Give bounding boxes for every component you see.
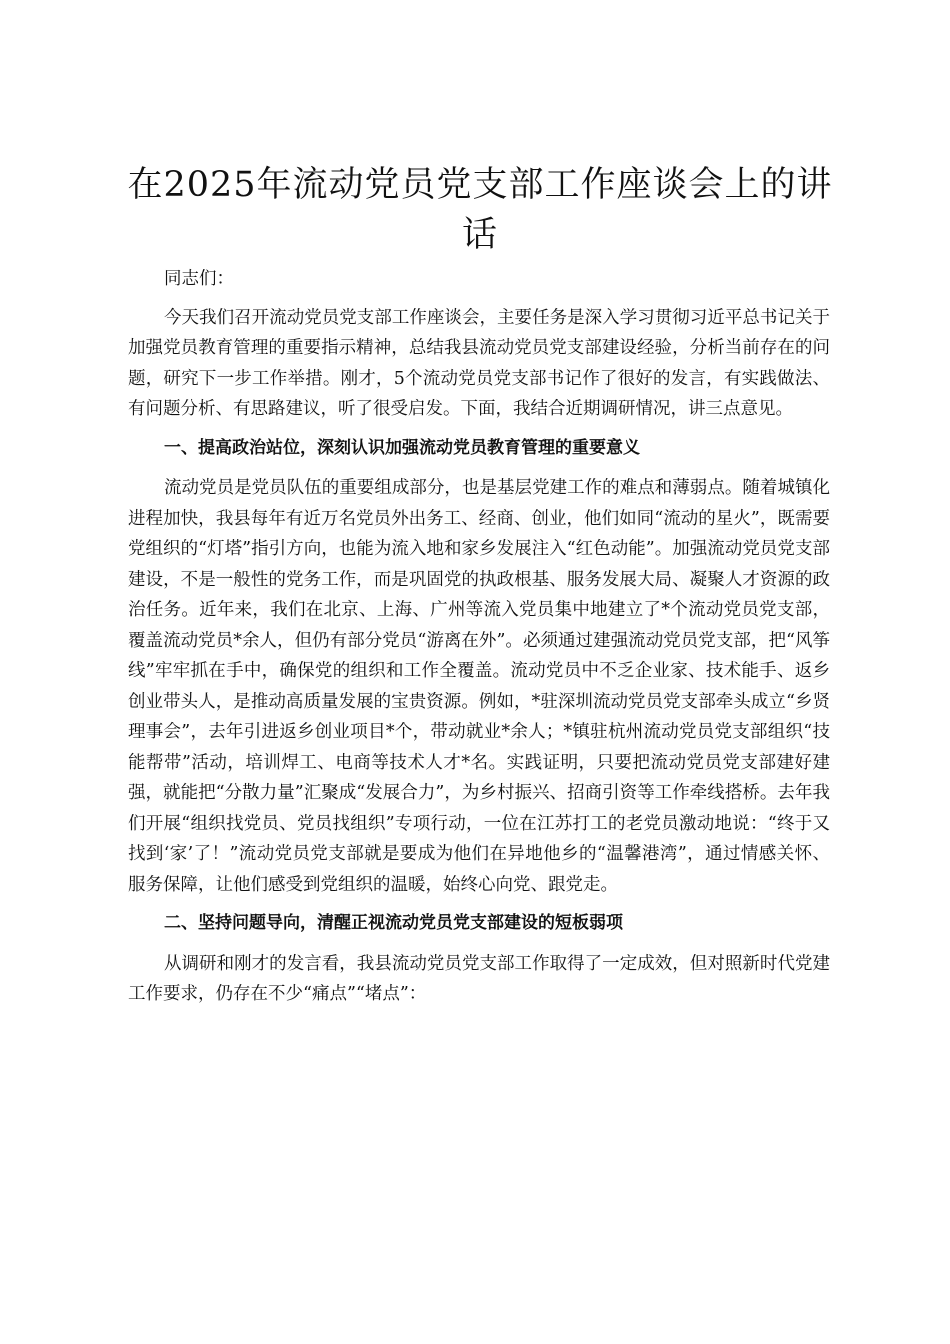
intro-paragraph: 今天我们召开流动党员党支部工作座谈会，主要任务是深入学习贯彻习近平总书记关于加强党员教育管理的重要指示精神，总结我县流动党员党支部建设经验，分析当前存在的问题，研究下一步工作举措。刚才，5个流动党员党支部书记作了很好的发言，有实践做法、有问题分析、有思路建议，听了很受启发。下面，我结合近期调研情况，讲三点意见。 — [128, 307, 830, 419]
section-1-heading: 一、提高政治站位，深刻认识加强流动党员教育管理的重要意义 — [164, 437, 640, 458]
document-body — [128, 264, 830, 1018]
section-2-paragraph: 从调研和刚才的发言看，我县流动党员党支部工作取得了一定成效，但对照新时代党建工作要求，仍存在不少“痛点”“堵点”： — [128, 953, 830, 1004]
document-title: 在2025年流动党员党支部工作座谈会上的讲话 — [127, 165, 833, 255]
section-1-paragraph: 流动党员是党员队伍的重要组成部分，也是基层党建工作的难点和薄弱点。随着城镇化进程加快，我县每年有近万名党员外出务工、经商、创业，他们如同“流动的星火”，既需要党组织的“灯塔”指引方向，也能为流入地和家乡发展注入“红色动能”。加强流动党员党支部建设，不是一般性的党务工作，而是巩固党的执政根基、服务发展大局、凝聚人才资源的政治任务。近年来，我们在北京、上海、广州等流入党员集中地建立了*个流动党员党支部，覆盖流动党员*余人，但仍有部分党员“游离在外”。必须通过建强流动党员党支部，把“风筝线”牢牢抓在手中，确保党的组织和工作全覆盖。流动党员中不乏企业家、技术能手、返乡创业带头人，是推动高质量发展的宝贵资源。例如，*驻深圳流动党员党支部牵头成立“乡贤理事会”，去年引进返乡创业项目*个，带动就业*余人；*镇驻杭州流动党员党支部组织“技能帮带”活动，培训焊工、电商等技术人才*名。实践证明，只要把流动党员党支部建好建强，就能把“分散力量”汇聚成“发展合力”，为乡村振兴、招商引资等工作牵线搭桥。去年我们开展“组织找党员、党员找组织”专项行动，一位在江苏打工的老党员激动地说：“终于又找到‘家’了！”流动党员党支部就是要成为他们在异地他乡的“温馨港湾”，通过情感关怀、服务保障，让他们感受到党组织的温暖，始终心向党、跟党走。 — [128, 478, 830, 895]
salutation: 同志们： — [164, 269, 234, 289]
section-2-heading: 二、坚持问题导向，清醒正视流动党员党支部建设的短板弱项 — [164, 913, 623, 933]
